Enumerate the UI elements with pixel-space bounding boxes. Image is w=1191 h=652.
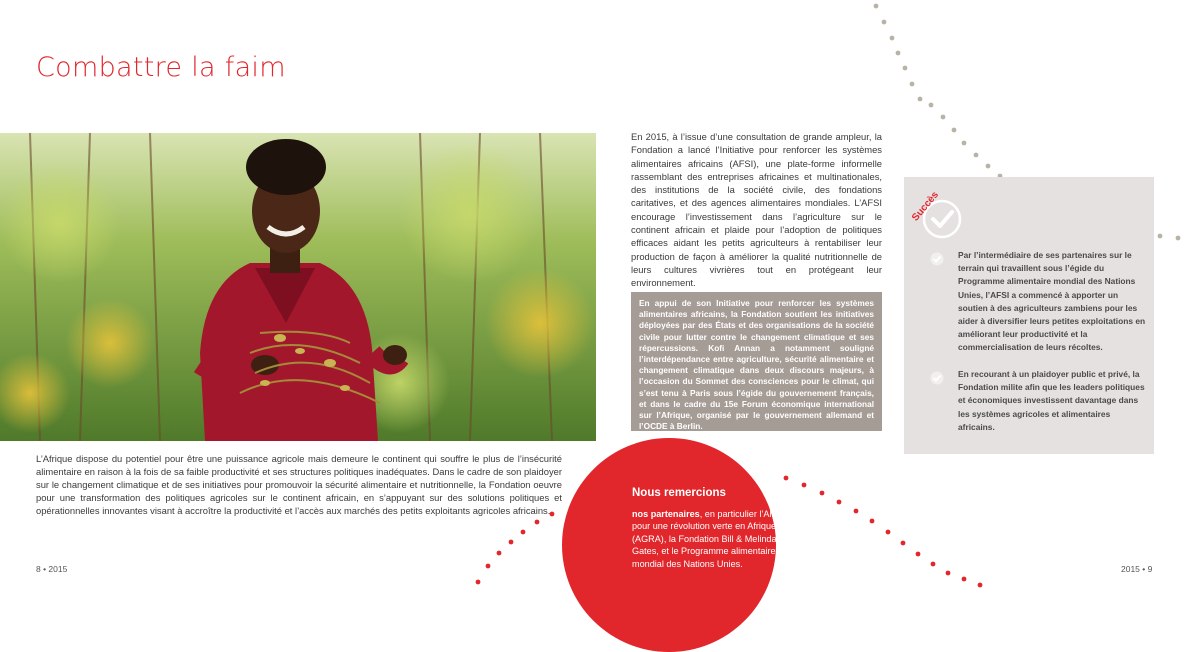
page-number-left: 8 • 2015	[36, 564, 68, 574]
thanks-bold: nos partenaires	[632, 509, 700, 519]
thanks-body: , en particulier l’Alliance pour une révolution verte en Afrique (AGRA), la Fondation Bill & Melinda Gates, et le Programme alimentaire mondial des Nations Unies.	[632, 509, 796, 569]
success-item-2: En recourant à un plaidoyer public et privé, la Fondation milite afin que les leaders politiques et économiques investissent davantage dans les systèmes agricoles et alimentaires africains.	[958, 369, 1145, 432]
success-item-1: Par l’intermédiaire de ses partenaires sur le terrain qui travaillent sous l’égide du Programme alimentaire mondial des Nations Unies, l’AFSI a commencé à apporter un soutien à des agriculteurs zambiens pour les aider à diversifier leurs petites exploitations en améliorant leur productivité et la commercialisation de leurs récoltes.	[958, 250, 1146, 353]
climate-callout-text: En appui de son Initiative pour renforcer les systèmes alimentaires africains, la Fondation soutient les initiatives déployées par des États et des organisations de la société civile pour lutter contre le changement climatique et ses répercussions. Kofi Annan a notamment souligné l’interdépendance entre agriculture, sécurité alimentaire et changement climatique dans deux discours majeurs, à l’occasion du Sommet des consciences pour le climat, qui s’est tenu à Paris sous l’égide du gouvernement français, et dans le cadre du 15e Forum économique international sur l’Afrique, organisé par le gouvernement allemand et l’OCDE à Berlin.	[639, 298, 874, 432]
success-label: Succès	[910, 189, 941, 224]
afsi-paragraph: En 2015, à l’issue d’une consultation de grande ampleur, la Fondation a lancé l’Initiative pour renforcer les systèmes alimentaires africains (AFSI), une plate-forme informelle rassemblant des entreprises africaines et multinationales, des institutions de la société civile, des fondations caritatives, et des agences alimentaires mondiales. L’AFSI encourage l’investissement dans l’agriculture sur le continent africain et plaide pour l’adoption de politiques efficaces aidant les petits agriculteurs à rentabiliser leur production de façon à améliorer la qualité nutritionnelle de leurs cultures vivrières tout en protégeant leur environnement.	[631, 131, 882, 289]
farmer-photo	[0, 133, 596, 441]
thanks-text	[632, 508, 797, 570]
page-title: Combattre la faim	[36, 52, 286, 83]
check-icon	[930, 371, 944, 385]
thanks-title: Nous remercions	[632, 487, 726, 499]
page-number-right: 2015 • 9	[1121, 564, 1153, 574]
climate-callout-box	[631, 292, 882, 431]
intro-paragraph: L’Afrique dispose du potentiel pour être une puissance agricole mais demeure le continent qui souffre le plus de l’insécurité alimentaire en raison à la fois de sa faible productivité et ses structures politiques inadéquates. Dans le cadre de son plaidoyer sur le changement climatique et de ses initiatives pour promouvoir la sécurité alimentaire et nutritionnelle, la Fondation oeuvre pour une transformation des politiques agricoles sur le continent africain, en s’appuyant sur des solutions politiques et opérationnelles innovantes visant à accroître la productivité et l’accès aux marchés des petits exploitants agricoles africains.	[36, 453, 562, 517]
success-box	[904, 177, 1154, 454]
check-icon	[930, 252, 944, 266]
